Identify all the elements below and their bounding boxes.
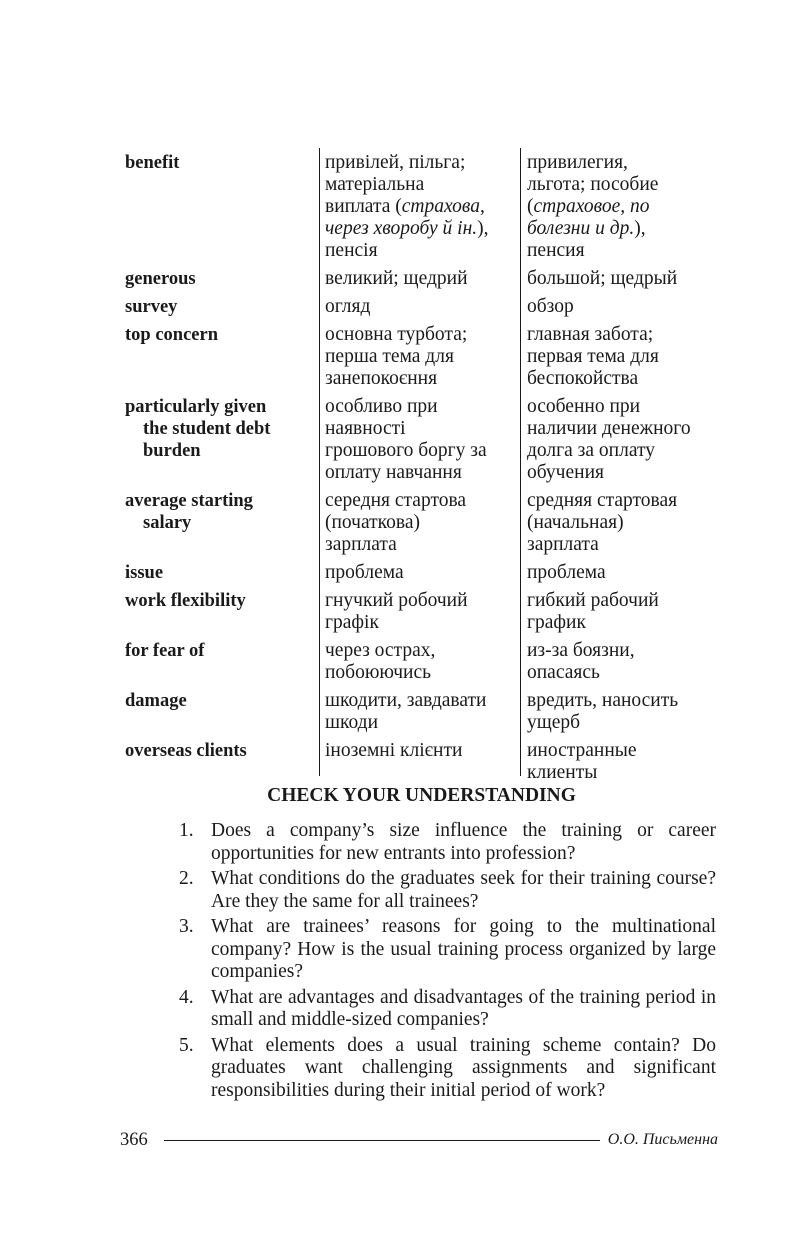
vocab-row xyxy=(125,322,718,394)
translation-line: первая тема для xyxy=(527,346,659,367)
page-footer xyxy=(120,1128,718,1152)
column-divider-2 xyxy=(520,148,521,776)
term-english xyxy=(125,488,319,538)
translation-line: ущерб xyxy=(527,712,581,733)
translation-russian xyxy=(521,322,718,394)
translation-ukrainian xyxy=(319,394,521,488)
translation-ukrainian xyxy=(319,738,521,766)
vocab-row xyxy=(125,738,718,788)
term-line: benefit xyxy=(125,153,180,173)
translation-line: матеріальна xyxy=(325,174,425,195)
question-text: Does a company’s size influence the training or career opportunities for new entrants into profession? xyxy=(211,820,716,864)
translation-line: занепокоєння xyxy=(325,368,438,389)
term-english xyxy=(125,638,319,666)
translation-russian xyxy=(521,488,718,560)
translation-line: через острах, xyxy=(325,640,436,661)
vocab-row xyxy=(125,488,718,560)
translation-russian xyxy=(521,588,718,638)
translation-line: (початкова) xyxy=(325,512,420,533)
question-number: 3. xyxy=(179,916,194,937)
translation-line: (страховое, по xyxy=(527,196,650,217)
translation-line: график xyxy=(527,612,586,633)
translation-line: великий; щедрий xyxy=(325,268,468,289)
translation-line: обзор xyxy=(527,296,574,317)
translation-line: середня стартова xyxy=(325,490,467,511)
term-line: overseas clients xyxy=(125,741,247,761)
translation-line: особливо при xyxy=(325,396,438,417)
translation-line: иностранные xyxy=(527,740,637,761)
page-number: 366 xyxy=(120,1129,148,1150)
question-text: What are trainees’ reasons for going to the multinational company? How is the usual training process organized by large companies? xyxy=(211,916,716,982)
translation-line: пенсія xyxy=(325,240,378,261)
translation-ukrainian xyxy=(319,488,521,560)
translation-line: опасаясь xyxy=(527,662,600,683)
term-english xyxy=(125,322,319,350)
term-line: work flexibility xyxy=(125,591,246,611)
translation-line: гибкий рабочий xyxy=(527,590,659,611)
translation-line: гнучкий робочий xyxy=(325,590,468,611)
translation-line: побоюючись xyxy=(325,662,432,683)
question-item xyxy=(175,916,716,984)
question-text: What elements does a usual training scheme contain? Do graduates want challenging assignments and significant responsibilities during their initial period of work? xyxy=(211,1034,716,1101)
term-english xyxy=(125,394,319,466)
translation-ukrainian xyxy=(319,688,521,738)
term-line: particularly given xyxy=(125,397,267,417)
translation-line: пенсия xyxy=(527,240,585,261)
translation-line: большой; щедрый xyxy=(527,268,678,289)
question-number: 1. xyxy=(179,820,194,841)
author-name: О.О. Письменна xyxy=(607,1131,718,1148)
translation-russian xyxy=(521,638,718,688)
translation-russian xyxy=(521,394,718,488)
translation-line: огляд xyxy=(325,296,371,317)
term-line: top concern xyxy=(125,325,218,345)
translation-line: шкодити, завдавати xyxy=(325,690,487,711)
vocab-row xyxy=(125,266,718,294)
translation-russian xyxy=(521,294,718,322)
translation-russian xyxy=(521,560,718,588)
vocab-row xyxy=(125,394,718,488)
translation-line: наличии денежного xyxy=(527,418,691,439)
translation-russian xyxy=(521,688,718,738)
vocab-row xyxy=(125,688,718,738)
translation-line: долга за оплату xyxy=(527,440,655,461)
term-english xyxy=(125,294,319,322)
vocab-row xyxy=(125,588,718,638)
vocabulary-table xyxy=(125,150,718,788)
translation-line: беспокойства xyxy=(527,368,639,389)
translation-line: основна турбота; xyxy=(325,324,468,345)
question-list xyxy=(175,820,716,1105)
column-divider-1 xyxy=(319,148,320,776)
question-item xyxy=(175,820,716,865)
translation-ukrainian xyxy=(319,266,521,294)
question-item xyxy=(175,987,716,1032)
vocab-row xyxy=(125,150,718,266)
translation-line: вредить, наносить xyxy=(527,690,679,711)
translation-line: главная забота; xyxy=(527,324,654,345)
question-text: What conditions do the graduates seek for their training course? Are they the same for all trainees? xyxy=(211,868,716,912)
translation-ukrainian xyxy=(319,560,521,588)
translation-line: особенно при xyxy=(527,396,641,417)
translation-ukrainian xyxy=(319,294,521,322)
footer-rule xyxy=(164,1140,600,1141)
term-line: the student debt xyxy=(143,419,271,439)
translation-russian xyxy=(521,266,718,294)
translation-line: (начальная) xyxy=(527,512,624,533)
term-english xyxy=(125,738,319,766)
term-line: burden xyxy=(143,441,201,461)
translation-line: зарплата xyxy=(325,534,397,555)
question-item xyxy=(175,868,716,913)
term-english xyxy=(125,688,319,716)
vocab-row xyxy=(125,294,718,322)
vocab-row xyxy=(125,638,718,688)
question-number: 4. xyxy=(179,986,194,1008)
translation-line: привілей, пільга; xyxy=(325,152,466,173)
translation-line: грошового боргу за xyxy=(325,440,487,461)
translation-line: шкоди xyxy=(325,712,379,733)
section-title: CHECK YOUR UNDERSTANDING xyxy=(267,785,576,806)
term-line: damage xyxy=(125,691,187,711)
translation-line: оплату навчання xyxy=(325,462,462,483)
translation-ukrainian xyxy=(319,322,521,394)
translation-ukrainian xyxy=(319,150,521,266)
term-line: average starting xyxy=(125,491,253,511)
term-english xyxy=(125,150,319,178)
translation-line: проблема xyxy=(325,562,404,583)
translation-russian xyxy=(521,150,718,266)
translation-line: графік xyxy=(325,612,379,633)
translation-line: зарплата xyxy=(527,534,599,555)
translation-line: из-за боязни, xyxy=(527,640,635,661)
translation-line: обучения xyxy=(527,462,604,483)
question-number: 5. xyxy=(179,1034,194,1056)
term-line: survey xyxy=(125,297,178,317)
translation-line: средняя стартовая xyxy=(527,490,678,511)
translation-line: іноземні клієнти xyxy=(325,740,463,761)
translation-line: клиенты xyxy=(527,762,598,783)
term-line: generous xyxy=(125,269,196,289)
question-text: What are advantages and disadvantages of the training period in small and middle-sized companies? xyxy=(211,986,716,1030)
term-english xyxy=(125,588,319,616)
translation-line: проблема xyxy=(527,562,606,583)
question-number: 2. xyxy=(179,868,194,889)
question-item xyxy=(175,1035,716,1103)
vocab-row xyxy=(125,560,718,588)
translation-line: через хворобу й ін.), xyxy=(325,218,489,239)
translation-russian xyxy=(521,738,718,788)
term-english xyxy=(125,560,319,588)
term-english xyxy=(125,266,319,294)
translation-line: наявності xyxy=(325,418,406,439)
term-line: issue xyxy=(125,563,164,583)
translation-line: привилегия, xyxy=(527,152,628,173)
translation-line: болезни и др.), xyxy=(527,218,646,239)
translation-line: виплата (страхова, xyxy=(325,196,485,217)
translation-line: льгота; пособие xyxy=(527,174,659,195)
translation-ukrainian xyxy=(319,638,521,688)
term-line: salary xyxy=(143,513,192,533)
translation-ukrainian xyxy=(319,588,521,638)
term-line: for fear of xyxy=(125,641,205,661)
translation-line: перша тема для xyxy=(325,346,454,367)
